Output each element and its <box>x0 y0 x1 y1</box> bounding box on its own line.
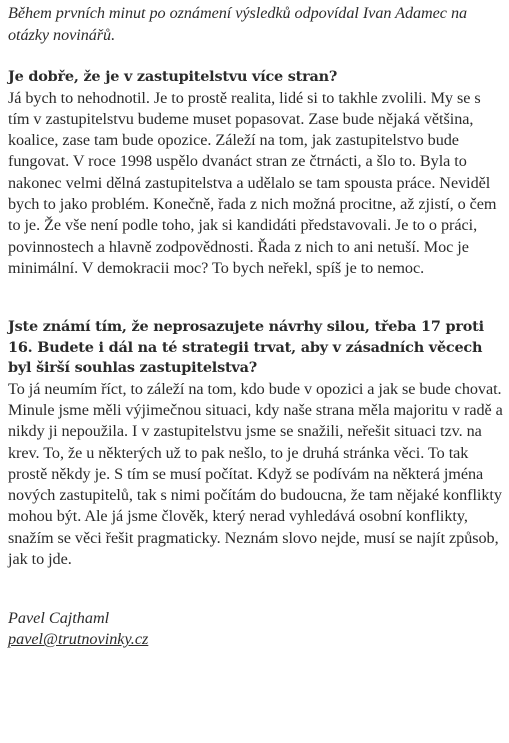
question-1: Je dobře, že je v zastupitelstvu více stran? <box>8 68 338 85</box>
question-2: Jste známí tím, že neprosazujete návrhy silou, třeba 17 proti 16. Budete i dál na té strategii trvat, aby v zásadních věcech byl širší souhlas zastupitelstva? <box>8 318 484 377</box>
answer-2: To já neumím říct, to záleží na tom, kdo bude v opozici a jak se bude chovat. Minule jsme měli výjimečnou situaci, kdy naše strana měla majoritu v radě a nikdy ji nepoužila. I v zastupitelstvu jsme se snažili, neřešit situaci tzv. na krev. To, že u některých už to pak nešlo, to je druhá stránka věci. To tak prostě někdy je. S tím se musí počítat. Když se podívám na některá jména nových zastupitelů, tak s nimi počítám do budoucna, že tam nějaké konflikty mohou být. Ale já jsme člověk, který nerad vyhledává osobní konflikty, snažím se věci řešit pragmaticky. Neznám slovo nejde, musí se najít způsob, jak to jde. <box>8 379 503 569</box>
answer-1: Já bych to nehodnotil. Je to prostě realita, lidé si to takhle zvolili. My se s tím v zastupitelstvu budeme muset popasovat. Zase bude nějaká většina, koalice, zase tam bude opozice. Záleží na tom, jak zastupitelstvo bude fungovat. V roce 1998 uspělo dvanáct stran ze čtrnácti, a šlo to. Byla to nakonec velmi dělná zastupitelstva a udělalo se tam spousta práce. Neviděl bych to jako problém. Konečně, řada z nich možná procitne, až zjistí, o čem to je. Že vše není podle toho, jak si kandidáti představovali. Je to o práci, povinnostech a hlavně zodpovědnosti. Řada z nich to ani netuší. Moc je minimální. V demokracii moc? To bych neřekl, spíš je to nemoc. <box>8 88 497 277</box>
article-intro: Během prvních minut po oznámení výsledků odpovídal Ivan Adamec na otázky novinářů. <box>8 4 468 44</box>
author-email-link[interactable]: pavel@trutnovinky.cz <box>8 630 149 649</box>
author-signature <box>8 608 504 650</box>
author-name: Pavel Cajthaml <box>8 609 110 628</box>
article <box>8 0 504 650</box>
